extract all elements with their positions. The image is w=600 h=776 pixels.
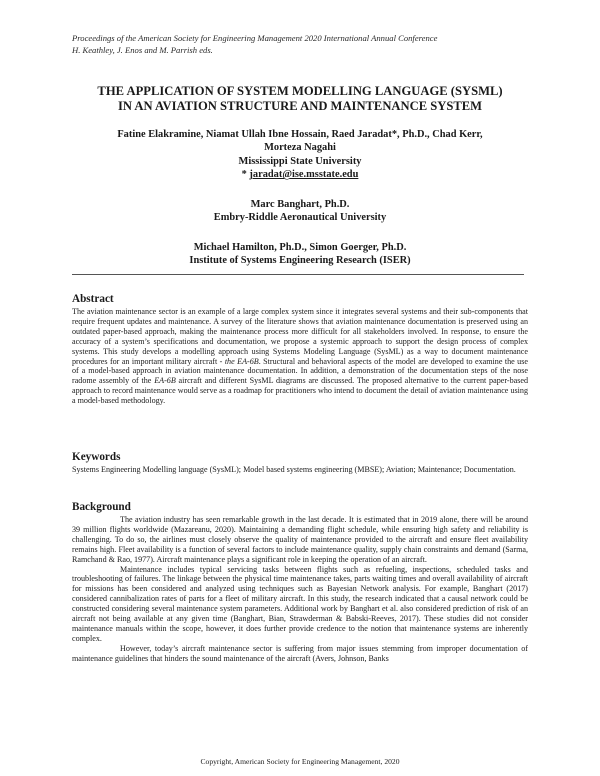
background-paragraph-1: The aviation industry has seen remarkable growth in the last decade. It is estimated that in 2019 alone, there will be around 39 million flights worldwide (Mazareanu, 2020). Maintaining a demanding flight schedule, while ensuring high safety and reliability is challenging. To do so, the airlines must closely observe the quality of maintenance provided to the aircraft and ensure fleet availability remains high. Fleet availability is a function of several factors to include maintenance quality, supply chain constraints and demand (Sarma, Ramchand & Rao, 1977). Aircraft maintenance plays a significant role in keeping the operation of an aircraft.: [72, 515, 528, 564]
title-line-2: IN AN AVIATION STRUCTURE AND MAINTENANCE SYSTEM: [117, 99, 483, 113]
background-paragraph-2: Maintenance includes typical servicing tasks between flights such as refueling, inspections, scheduled tasks and troubleshooting of failures. The linkage between the physical time maintenance takes, parts waiting times and overall availability of aircraft for missions has been considered and analyzed using techniques such as Bayesian Network analysis. For example, Banghart (2017) considered cannibalization rates of parts for a fleet of military aircraft. In this study, the research indicated that a causal network could be constructed considering several maintenance system parameters. Additional work by Banghart et al. also considered prediction of risk of an aircraft not being available at any given time (Banghart, Bian, Strawderman & Babski-Reeves, 2017). These studies did not consider maintenance manuals within the scope, however, it does further provide credence to the notion that maintenance systems are inherently complex.: [72, 564, 528, 643]
abstract-paragraph: [72, 307, 528, 406]
abstract-emphasis-b: EA-6B: [154, 376, 176, 386]
header-editors: H. Keathley, J. Enos and M. Parrish eds.: [72, 44, 213, 55]
keywords-heading: Keywords: [72, 451, 121, 463]
abstract-body: [72, 307, 528, 406]
running-header: [72, 33, 437, 56]
abstract-text-a: The aviation maintenance sector is an example of a large complex system since it integrates several systems and their sub-components that require frequent updates and maintenance. A survey of the literature shows that aviation maintenance documentation is preserved using an outdated paper-based approach, making the maintenance process more difficult for all stakeholders involved. In response, to ensure the accuracy of a system’s specifications and documentation, we propose a systemic approach to support the design process of complex systems. This study develops a modelling approach using Systems Modeling Language (SysML) as a way to document maintenance procedures for an important military aircraft -: [72, 307, 528, 366]
author-block-3: [0, 241, 600, 268]
author-affiliation-3: Institute of Systems Engineering Research (ISER): [189, 255, 411, 267]
author-block-1: [0, 128, 600, 182]
title-line-1: THE APPLICATION OF SYSTEM MODELLING LANGUAGE (SYSML): [97, 84, 503, 98]
abstract-text-b: . Structural and behavioral aspects of the model are developed to examine the use of a model-based approach in aviation maintenance documentation. In addition, a demonstration of the documentation steps of the nose radome assembly of the: [72, 356, 528, 386]
author-names-line-1: Fatine Elakramine, Niamat Ullah Ibne Hossain, Raed Jaradat*, Ph.D., Chad Kerr,: [117, 129, 483, 140]
copyright-footer: Copyright, American Society for Engineering Management, 2020: [200, 757, 400, 766]
header-proceedings: Proceedings of the American Society for Engineering Management 2020 International Annual Conference: [72, 33, 438, 43]
email-prefix: *: [241, 169, 250, 181]
author-block-2: [0, 198, 600, 225]
keywords-text: Systems Engineering Modelling language (SysML); Model based systems engineering (MBSE); Aviation; Maintenance; Documentation.: [72, 465, 516, 474]
background-heading: Background: [72, 501, 131, 513]
abstract-text-c: aircraft and different SysML diagrams are discussed. The proposed alternative to the current paper-based approach to record maintenance would serve as a roadmap for practitioners who intend to document the detail of aviation maintenance using a model-based methodology.: [72, 376, 528, 406]
corresponding-email: [0, 168, 600, 181]
header-divider: [72, 274, 524, 275]
author-names-line-2: Morteza Nagahi: [264, 142, 336, 154]
background-paragraph-3: However, today’s aircraft maintenance sector is suffering from major issues stemming from improper documentation of maintenance guidelines that hinders the sound maintenance of the aircraft (Avers, Johnson, Banks: [72, 643, 528, 663]
author-name-2: Marc Banghart, Ph.D.: [250, 199, 350, 210]
background-body: [72, 515, 528, 664]
abstract-heading: Abstract: [72, 293, 114, 305]
paper-title: [0, 84, 600, 114]
keywords-body: [72, 465, 528, 475]
author-affiliation-1: Mississippi State University: [238, 155, 362, 167]
abstract-emphasis-a: the EA-6B: [224, 356, 259, 366]
author-names-3: Michael Hamilton, Ph.D., Simon Goerger, Ph.D.: [193, 242, 407, 253]
email-link[interactable]: jaradat@ise.msstate.edu: [249, 169, 359, 181]
author-affiliation-2: Embry-Riddle Aeronautical University: [213, 212, 387, 224]
